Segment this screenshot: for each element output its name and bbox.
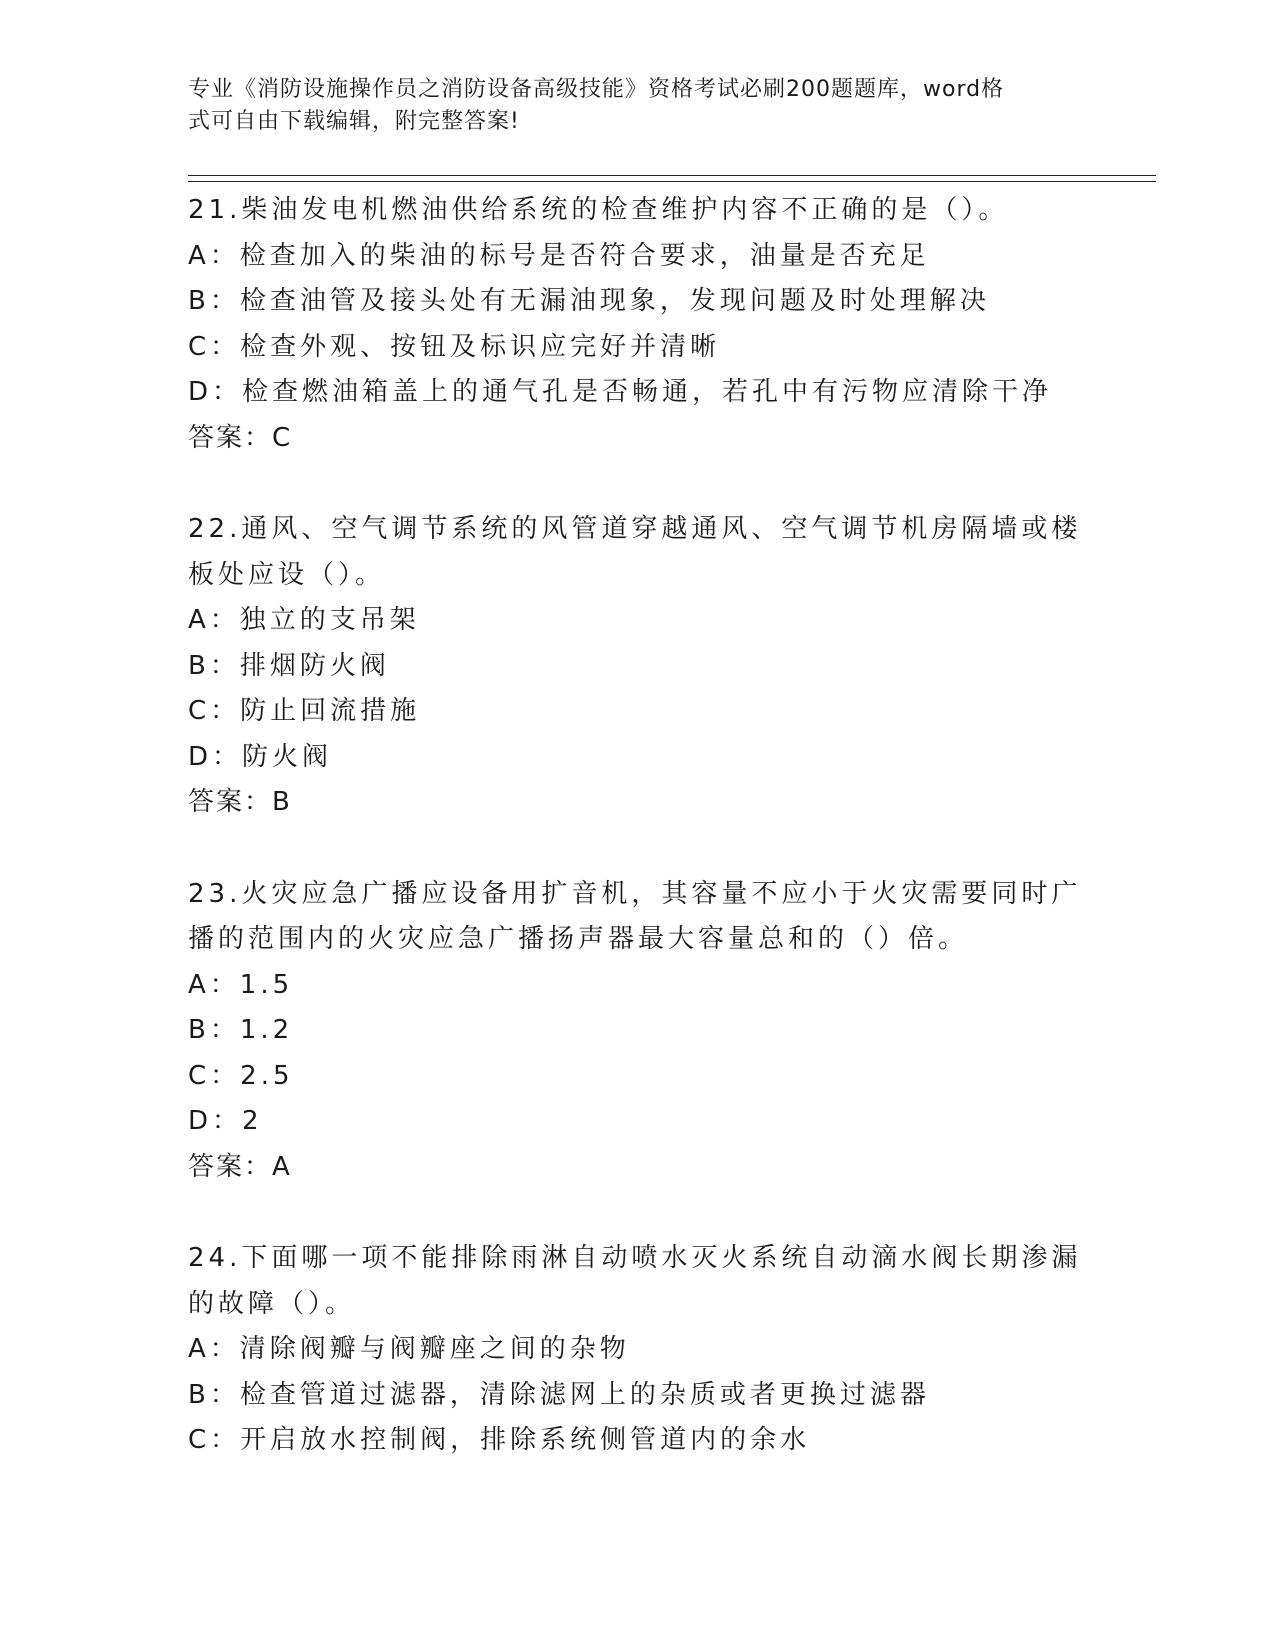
answer: 答案：B [188,787,292,817]
option-c: C：开启放水控制阀，排除系统侧管道内的余水 [188,1425,811,1455]
question-22 [188,507,1088,826]
option-a: A：检查加入的柴油的标号是否符合要求，油量是否充足 [188,240,930,271]
header-divider-bottom [188,181,1156,182]
option-d: D：防火阀 [188,741,333,772]
option-a: A：1.5 [188,969,294,1000]
option-c: C：防止回流措施 [188,696,421,726]
question-text: 22.通风、空气调节系统的风管道穿越通风、空气调节机房隔墙或楼板处应设（）。 [188,514,1082,590]
option-a: A：清除阀瓣与阀瓣座之间的杂物 [188,1334,630,1364]
question-21 [188,188,1088,461]
header-line-2: 式可自由下载编辑，附完整答案! [188,109,520,134]
question-text: 21.柴油发电机燃油供给系统的检查维护内容不正确的是（）。 [188,195,1009,225]
option-c: C：检查外观、按钮及标识应完好并清晰 [188,331,721,362]
option-b: B：1.2 [188,1015,294,1045]
header-divider-top [188,175,1156,176]
option-b: B：检查管道过滤器，清除滤网上的杂质或者更换过滤器 [188,1379,930,1410]
option-b: B：排烟防火阀 [188,650,390,681]
answer: 答案：A [188,1151,292,1182]
question-text: 24.下面哪一项不能排除雨淋自动喷水灭火系统自动滴水阀长期渗漏的故障（）。 [188,1243,1082,1319]
option-d: D：2 [188,1106,263,1136]
option-c: C：2.5 [188,1060,294,1091]
question-list [188,188,1088,1510]
option-d: D：检查燃油箱盖上的通气孔是否畅通，若孔中有污物应清除干净 [188,377,1053,407]
question-23 [188,872,1088,1191]
option-b: B：检查油管及接头处有无漏油现象，发现问题及时处理解决 [188,286,990,316]
document-header [188,74,1068,138]
question-24 [188,1236,1088,1464]
option-a: A：独立的支吊架 [188,605,420,635]
header-line-1: 专业《消防设施操作员之消防设备高级技能》资格考试必刷200题题库，word格 [188,77,1005,102]
question-text: 23.火灾应急广播应设备用扩音机，其容量不应小于火灾需要同时广播的范围内的火灾应急广播扬声器最大容量总和的（）倍。 [188,878,1082,954]
answer: 答案：C [188,422,293,453]
